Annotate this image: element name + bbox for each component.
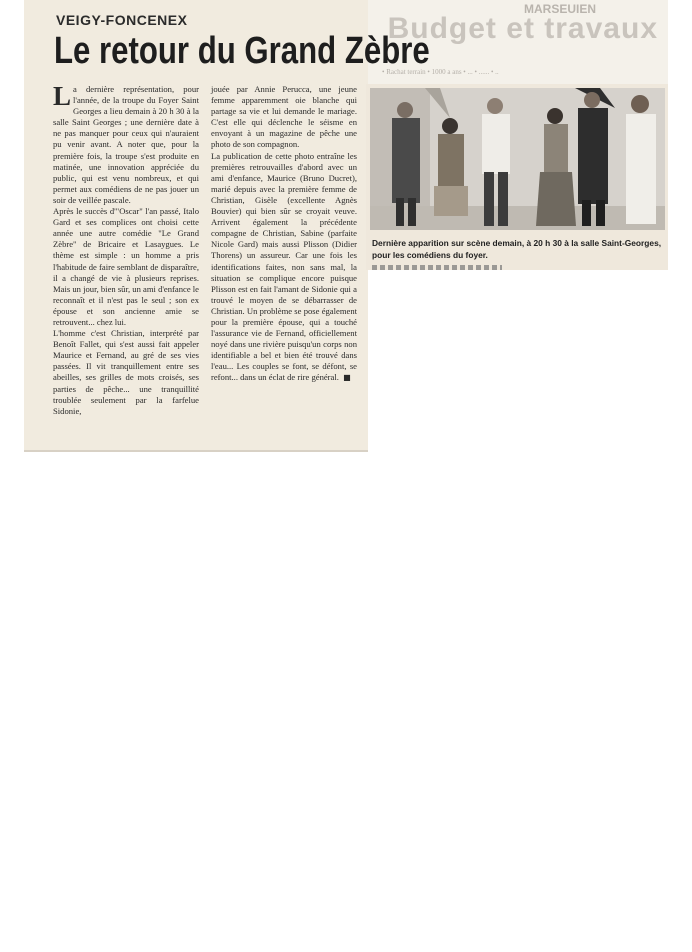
adjacent-kicker: MARSEUIEN bbox=[523, 2, 596, 16]
photo-caption: Dernière apparition sur scène demain, à 20 h 30 à la salle Saint-Georges, pour les comédiens du foyer. bbox=[372, 238, 662, 260]
paragraph: La publication de cette photo entraîne les premières retrouvailles d'abord avec un ami d'enfance, Maurice (Bruno Ducret), marié depuis avec la première femme de Christian, Gisèle (excellente Agnès Bouvier) qui bien sûr se croyait veuve. Arrivent également la précédente compagne de Christian, Sabine (parfaite Nicole Gard) mais aussi Plisson (Didier Thorens) un assureur. Car une fois les identifications faites, non sans mal, la situation se complique encore puisque Plisson est en fait l'amant de Sidonie qui a trouvé le moyen de se débarrasser de Christian. Un problème se pose également pour la première épouse, qui a touché l'assurance vie de Fernand, officiellement noyé dans une rivière puisqu'un corps non identifiable a bel et bien été trouvé dans l'eau... Les couples se font, se défont, se refont... dans un éclat de rire général. ■ bbox=[211, 150, 357, 383]
paragraph: Après le succès d'"Oscar" l'an passé, Italo Gard et ses complices ont choisi cette année une autre comédie "Le Grand Zèbre" de Bricaire et Lasaygues. Le thème est simple : un homme a pris l'habitude de faire semblant de disparaître, il a changé de vie à plusieurs reprises. Mais un jour, bien sûr, un ami d'enfance le reconnaît et il n'est pas le seul ; son ex épouse et son ancienne amie se retrouvent... chez lui. bbox=[53, 206, 199, 327]
adjacent-clipping-strip bbox=[372, 265, 502, 270]
article-column-1 bbox=[53, 81, 199, 448]
adjacent-headline: Budget et travaux bbox=[387, 12, 658, 45]
article-column-2 bbox=[211, 84, 357, 436]
paragraph: jouée par Annie Perucca, une jeune femme apparemment oie blanche qui partage sa vie et lui demande le mariage. C'est elle qui déclenche le séisme en envoyant à un magazine de pêche une photo de son compagnon. bbox=[211, 84, 357, 150]
actor-6 bbox=[626, 95, 656, 224]
article-kicker: VEIGY-FONCENEX bbox=[56, 12, 188, 28]
paragraph: La dernière représentation, pour l'année, de la troupe du Foyer Saint Georges a lieu demain à 20 h 30 à la salle Saint Georges ; une dernière date à ne pas manquer pour ceux qui n'auraient pu venir avant. A noter que, pour la première fois, la troupe s'est produite en matinée, une innovation appréciée du public, qui est venu nombreux, et qui permet aux comédiens de ne pas jouer un soir de veillée pascale. bbox=[53, 81, 199, 205]
article-headline: Le retour du Grand Zèbre bbox=[54, 30, 430, 72]
clipping-edge bbox=[24, 450, 368, 452]
drop-cap: L bbox=[53, 81, 72, 111]
end-mark-icon: ■ bbox=[343, 373, 351, 383]
cast-photo-illustration bbox=[370, 88, 665, 230]
paragraph: L'homme c'est Christian, interprété par Benoît Fallet, qui s'est aussi fait appeler Maurice et Fernand, au gré de ses vies passées. Il vit tranquillement entre ses abeilles, ses grilles de mots croisés, ses parties de pêche... une tranquillité troublée seulement par la farfelue Sidonie, bbox=[53, 328, 199, 416]
adjacent-text-line: • Rachat terrain • 1000 a ans • ... • ...... • .. bbox=[382, 68, 499, 76]
cast-photo bbox=[370, 88, 665, 230]
